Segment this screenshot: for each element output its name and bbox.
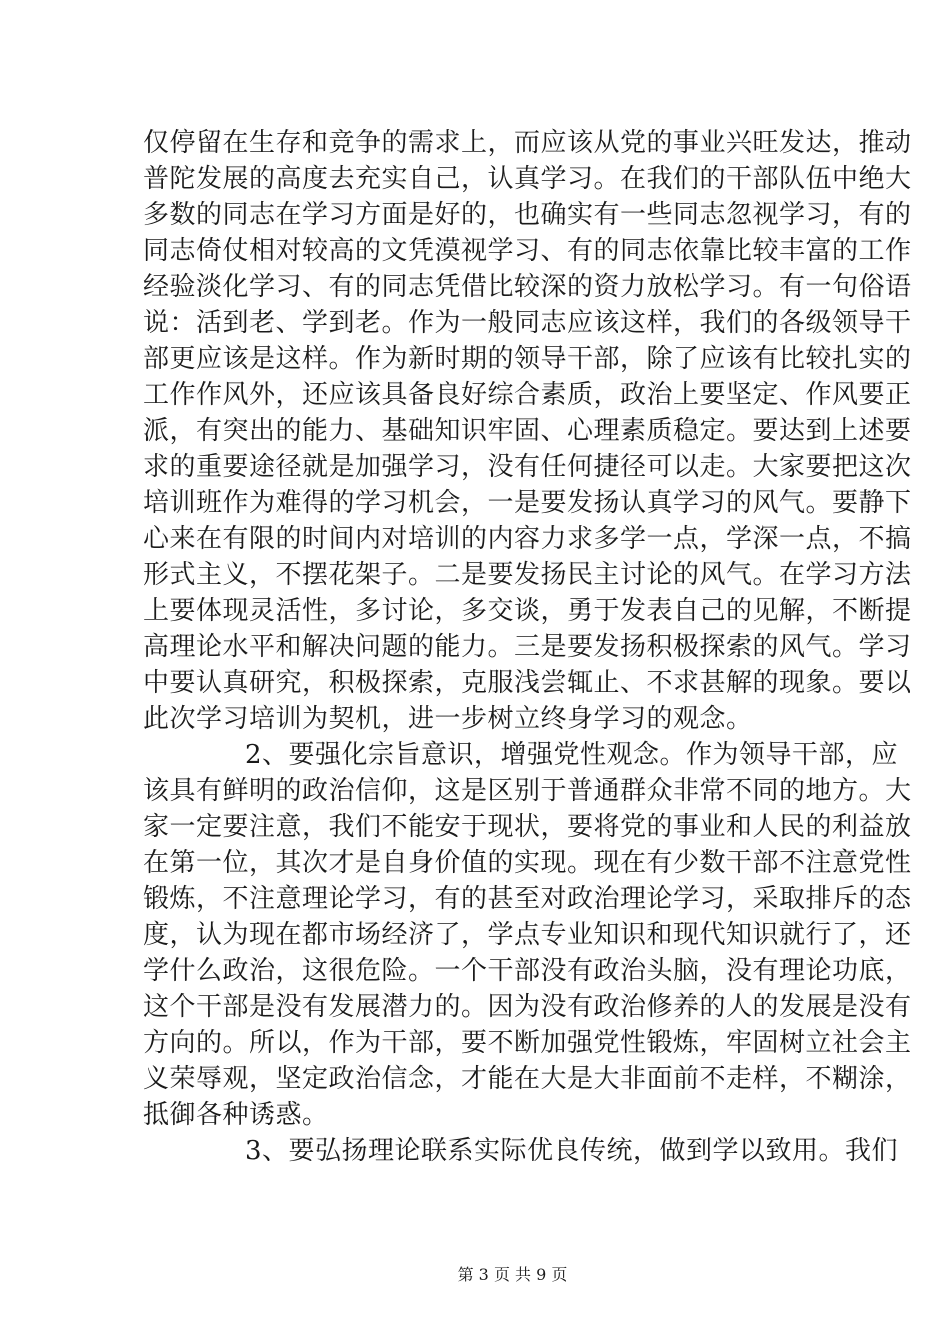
text-line: 这个干部是没有发展潜力的。因为没有政治修养的人的发展是没有: [143, 992, 912, 1022]
text-line: 抵御各种诱惑。: [143, 1100, 329, 1130]
text-line: 同志倚仗相对较高的文凭漠视学习、有的同志依靠比较丰富的工作: [143, 236, 912, 266]
text-line: 普陀发展的高度去充实自己，认真学习。在我们的干部队伍中绝大: [143, 164, 912, 194]
text-line: 义荣辱观，坚定政治信念，才能在大是大非面前不走样，不糊涂，: [143, 1064, 912, 1094]
text-line: 学什么政治，这很危险。一个干部没有政治头脑，没有理论功底，: [143, 956, 912, 986]
text-line: 求的重要途径就是加强学习，没有任何捷径可以走。大家要把这次: [143, 452, 912, 482]
text-line: 派，有突出的能力、基础知识牢固、心理素质稳定。要达到上述要: [143, 416, 912, 446]
page-footer: [0, 1262, 950, 1285]
text-line: 该具有鲜明的政治信仰，这是区别于普通群众非常不同的地方。大: [143, 776, 912, 806]
text-line: 部更应该是这样。作为新时期的领导干部，除了应该有比较扎实的: [143, 344, 912, 374]
text-line: 此次学习培训为契机，进一步树立终身学习的观念。: [143, 704, 753, 734]
text-line: 家一定要注意，我们不能安于现状，要将党的事业和人民的利益放: [143, 812, 912, 842]
text-line: 锻炼，不注意理论学习，有的甚至对政治理论学习，采取排斥的态: [143, 884, 912, 914]
text-line: 经验淡化学习、有的同志凭借比较深的资力放松学习。有一句俗语: [143, 272, 912, 302]
text-line: 工作作风外，还应该具备良好综合素质，政治上要坚定、作风要正: [143, 380, 912, 410]
text-line: 培训班作为难得的学习机会，一是要发扬认真学习的风气。要静下: [143, 488, 912, 518]
text-line: 在第一位，其次才是自身价值的实现。现在有少数干部不注意党性: [143, 848, 912, 878]
page-number: 第 3 页 共 9 页: [457, 1265, 568, 1284]
text-line: 方向的。所以，作为干部，要不断加强党性锻炼，牢固树立社会主: [143, 1028, 912, 1058]
text-line: 心来在有限的时间内对培训的内容力求多学一点，学深一点，不搞: [143, 524, 912, 554]
text-line: 仅停留在生存和竞争的需求上，而应该从党的事业兴旺发达，推动: [143, 128, 912, 158]
text-line: 高理论水平和解决问题的能力。三是要发扬积极探索的风气。学习: [143, 632, 912, 662]
text-line: 中要认真研究，积极探索，克服浅尝辄止、不求甚解的现象。要以: [143, 668, 912, 698]
text-line: 形式主义，不摆花架子。二是要发扬民主讨论的风气。在学习方法: [143, 560, 912, 590]
text-line: 多数的同志在学习方面是好的，也确实有一些同志忽视学习，有的: [143, 200, 912, 230]
text-line: 度，认为现在都市场经济了，学点专业知识和现代知识就行了，还: [143, 920, 912, 950]
text-line: 2、要强化宗旨意识，增强党性观念。作为领导干部，应: [245, 740, 899, 770]
text-line: 3、要弘扬理论联系实际优良传统，做到学以致用。我们: [245, 1136, 899, 1166]
text-line: 上要体现灵活性，多讨论，多交谈，勇于发表自己的见解，不断提: [143, 596, 912, 626]
text-line: 说：活到老、学到老。作为一般同志应该这样，我们的各级领导干: [143, 308, 912, 338]
